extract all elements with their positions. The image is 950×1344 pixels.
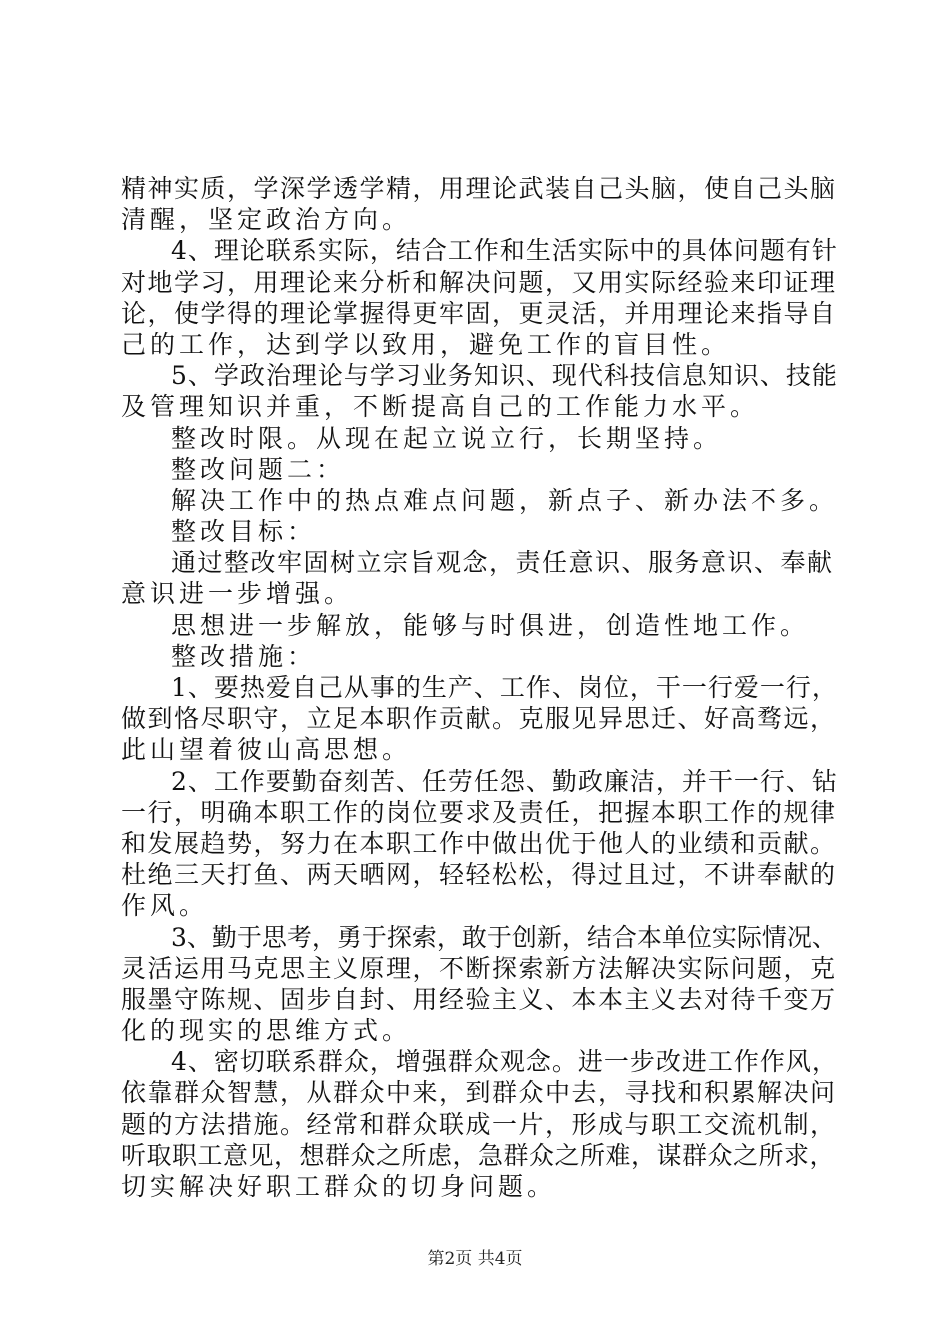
text-line: 此山望着彼山高思想。	[121, 735, 412, 765]
text-line: 3、勤于思考，勇于探索，敢于创新，结合本单位实际情况、	[171, 922, 837, 952]
text-line: 化的现实的思维方式。	[121, 1016, 412, 1046]
text-line: 杜绝三天打鱼、两天晒网，轻轻松松，得过且过，不讲奉献的	[121, 860, 837, 890]
text-line: 和发展趋势，努力在本职工作中做出优于他人的业绩和贡献。	[121, 828, 837, 858]
text-line: 4、密切联系群众，增强群众观念。进一步改进工作作风，	[171, 1047, 838, 1077]
text-line: 意识进一步增强。	[121, 579, 354, 609]
text-line: 切实解决好职工群众的切身问题。	[121, 1172, 557, 1201]
text-line: 解决工作中的热点难点问题，新点子、新办法不多。	[171, 485, 839, 515]
text-line: 一行，明确本职工作的岗位要求及责任，把握本职工作的规律	[121, 797, 837, 827]
page-number-footer: 第2页 共4页	[427, 1249, 523, 1269]
text-line: 2、工作要勤奋刻苦、任劳任怨、勤政廉洁，并干一行、钻	[171, 766, 838, 796]
text-line: 依靠群众智慧，从群众中来，到群众中去，寻找和积累解决问	[121, 1078, 837, 1108]
text-line: 己的工作，达到学以致用，避免工作的盲目性。	[121, 329, 731, 359]
text-line: 清醒，坚定政治方向。	[121, 205, 412, 235]
text-line: 整改措施：	[171, 641, 317, 671]
text-line: 整改时限。从现在起立说立行，长期坚持。	[171, 423, 723, 453]
text-line: 通过整改牢固树立宗旨观念，责任意识、服务意识、奉献	[171, 548, 834, 578]
text-line: 做到恪尽职守，立足本职作贡献。克服见异思迁、好高骛远，	[121, 704, 837, 734]
text-line: 5、学政治理论与学习业务知识、现代科技信息知识、技能	[171, 361, 838, 391]
text-line: 思想进一步解放，能够与时俱进，创造性地工作。	[171, 610, 810, 640]
text-line: 论，使学得的理论掌握得更牢固，更灵活，并用理论来指导自	[121, 298, 837, 328]
text-line: 精神实质，学深学透学精，用理论武装自己头脑，使自己头脑	[121, 174, 837, 203]
text-line: 及管理知识并重，不断提高自己的工作能力水平。	[121, 392, 760, 422]
text-line: 灵活运用马克思主义原理，不断探索新方法解决实际问题，克	[121, 953, 837, 983]
text-line: 听取职工意见，想群众之所虑，急群众之所难，谋群众之所求，	[121, 1140, 836, 1170]
text-line: 题的方法措施。经常和群众联成一片，形成与职工交流机制，	[121, 1109, 837, 1139]
text-line: 4、理论联系实际，结合工作和生活实际中的具体问题有针	[171, 236, 838, 266]
text-line: 整改目标：	[171, 517, 317, 547]
text-line: 整改问题二：	[171, 454, 346, 484]
text-line: 对地学习，用理论来分析和解决问题，又用实际经验来印证理	[121, 267, 837, 297]
text-line: 作风。	[121, 891, 209, 921]
text-line: 1、要热爱自己从事的生产、工作、岗位，干一行爱一行，	[171, 673, 838, 702]
document-body	[121, 173, 837, 1202]
text-line: 服墨守陈规、固步自封、用经验主义、本本主义去对待千变万	[121, 984, 837, 1014]
